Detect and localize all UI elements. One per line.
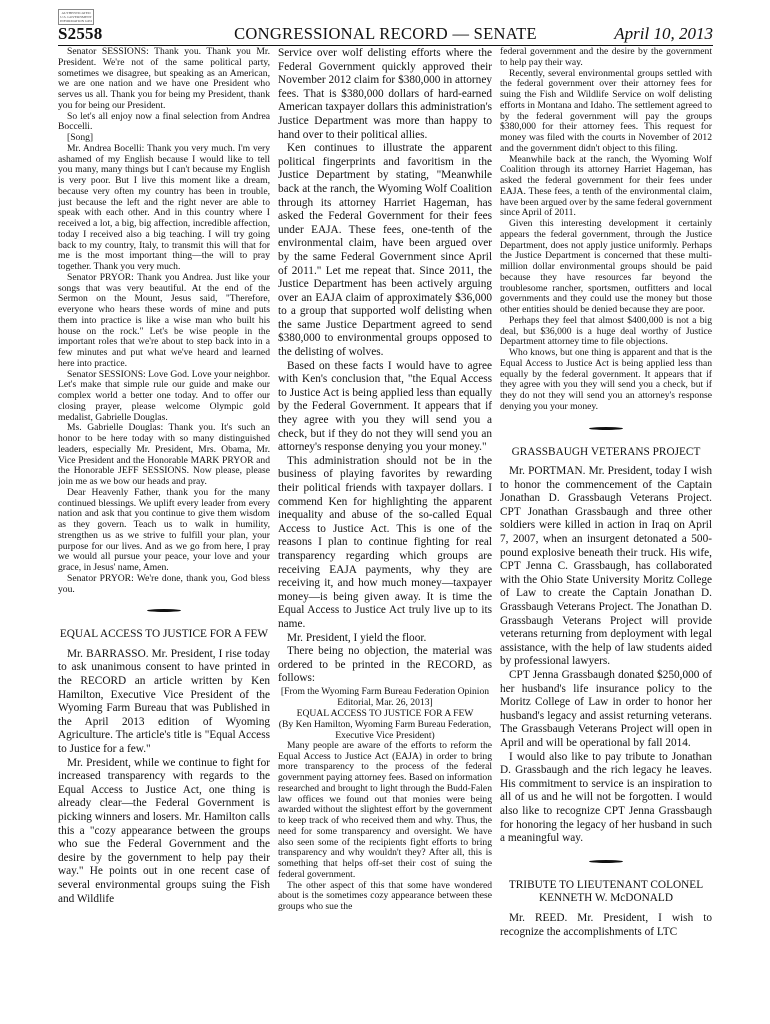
article-source: [From the Wyoming Farm Bureau Federation Opinion Editorial, Mar. 26, 2013] [280, 685, 490, 708]
publication-date: April 10, 2013 [614, 24, 713, 43]
section-heading: TRIBUTE TO LIEUTENANT COLONEL KENNETH W. McDONALD [508, 878, 704, 905]
paragraph: Mr. BARRASSO. Mr. President, I rise today to ask unanimous consent to have printed in the RECORD an article written by Ken Hamilton, Executive Vice President of the Wyoming Farm Bureau that was Published in the April 2013 edition of Wyoming Agriculture. The article's title is "Equal Access to Justice for a few." [58, 647, 270, 755]
column-3 [500, 47, 712, 1022]
barrasso-statement [58, 648, 270, 906]
paragraph: Meanwhile back at the ranch, the Wyoming Wolf Coalition through its attorney Harriet Hageman, has asked the federal government for their fees under EAJA. These fees, a tenth of the environmental claim, have been argued over by the same federal government since April of 2011. [500, 153, 712, 219]
page-header [58, 24, 713, 46]
paragraph: Mr. Andrea Bocelli: Thank you very much. I'm very ashamed of my English because I would like to tell you many, many things but I can't because my English is very poor. But I live this moment like a dream, because very often my country has been in trouble, just because the left and the right never are able to speak with each other. And in this country where I received a lot, a big, big affection, incredible affection, today I received also a big teaching. I will try going back to my country, Italy, to transmit this will that for me is the most important thing—the will to pray together. Thank you very much. [58, 142, 270, 272]
paragraph: Recently, several environmental groups settled with the federal government over their attorney fees for suing the Fish and Wildlife Service on wolf delisting efforts in Montana and Idaho. The settlement agreed to by the federal government will pay the groups $380,000 for their attorney fees. This request for money was filed with the courts in November of 2012 and the government didn't object to this filing. [500, 67, 712, 154]
paragraph: This administration should not be in the business of playing favorites by rewarding their political friends with taxpayer dollars. I commend Ken for highlighting the apparent inequality and abuse of the so-called Equal Access to Justice Act. This is one of the reasons I plan to continue fighting for real transparency regarding which groups are receiving EAJA payments, why they are receiving it, and how much money—taxpayer money—is being given away. It is time the Equal Access to Justice Act truly live up to its name. [278, 454, 492, 630]
paragraph: federal government and the desire by the government to help pay their way. [500, 47, 712, 68]
publication-title: CONGRESSIONAL RECORD — SENATE [234, 24, 537, 43]
paragraph: Service over wolf delisting efforts where the Federal Government quickly approved their November 2012 claim for $380,000 in attorney fees. That is $380,000 dollars of hard-earned American taxpayer dollars this administration's Justice Department was more than happy to hand over to their political allies. [278, 47, 492, 141]
reed-statement [500, 912, 712, 939]
section-heading: GRASSBAUGH VETERANS PROJECT [511, 445, 701, 458]
paragraph: Dear Heavenly Father, thank you for the many continued blessings. We uplift every leader from every nation and ask that you continue to give them wisdom as they govern. Teach us to walk in humility, strengthen us as we strive to fulfill your plan, your purpose for our lives. And as we go from here, I pray we would all pursue your peace, your love and your grace, in Jesus' name, Amen. [58, 486, 270, 573]
section-separator [147, 609, 181, 612]
paragraph: Mr. PORTMAN. Mr. President, today I wish to honor the commencement of the Captain Jonathan D. Grassbaugh Veterans Project. CPT Jonathan Grassbaugh and three other soldiers were killed in action in Iraq on April 7, 2007, when an insurgent detonated a 500-pound explosive beneath their truck. His wife, CPT Jenna C. Grassbaugh, has collaborated with the Ohio State University Moritz College of Law to create the Captain Jonathan D. Grassbaugh Veterans Project. The Jonathan D. Grassbaugh Veterans Project will provide veterans returning from deployment with legal assistance, with the help of law students aided by professional lawyers. [500, 465, 712, 668]
paragraph: CPT Jenna Grassbaugh donated $250,000 of her husband's life insurance policy to the Moritz College of Law in order to honor her husband's legacy and assist returning veterans. The Grassbaugh Veterans Project will open in April and will be operational by fall 2014. [500, 669, 712, 749]
barrasso-statement-continued [278, 47, 492, 686]
paragraph: Given this interesting development it certainly appears the federal government, through the Justice Department, does not apply justice uniformly. Perhaps the Justice Department is concerned that these multi-million dollar environmental groups should be paid because they have resources far beyond the troublesome rancher, sportsmen, outfitters and local governments and they could use the money but those other entities should be denied because they are poor. [500, 218, 712, 315]
prayer-breakfast-transcript [58, 47, 270, 595]
paragraph: Mr. President, I yield the floor. [287, 631, 427, 644]
paragraph: So let's all enjoy now a final selection from Andrea Boccelli. [58, 110, 270, 133]
article-body [278, 741, 492, 913]
paragraph: Senator PRYOR: Thank you Andrea. Just like your songs that was very beautiful. At the end of the Sermon on the Mount, Jesus said, "Therefore, everyone who hears these words of mine and puts them into practice is like a wise man who built his house on the rock." Let's be wise people in the important roles that we're about to step back into in a few minutes and put what we've heard and learned here into practice. [58, 271, 270, 369]
paragraph: Who knows, but one thing is apparent and that is the Equal Access to Justice Act is being applied less than equally by the federal government. It appears that if they agree with you they will send you a check, but if they do not they will send you an attorney's response denying you your money. [500, 347, 712, 412]
article-byline: (By Ken Hamilton, Wyoming Farm Bureau Federation, Executive Vice President) [278, 718, 492, 741]
article-title: EQUAL ACCESS TO JUSTICE FOR A FEW [296, 707, 474, 719]
paragraph: Ken continues to illustrate the apparent political fingerprints and favoritism in the Justice Department by stating, "Meanwhile back at the ranch, the Wyoming Wolf Coalition through its attorney Harriet Hageman, has asked the Federal Government for their fees under EAJA. These fees, one-tenth of the environmental claim, have been argued over by the same Federal Government since April of 2011." Let me repeat that. Since 2011, the Justice Department has been actively arguing over an EAJA claim of approximately $36,000 to a group that supported wolf delisting when the same Justice Department agreed to send $380,000 to environmental groups opposed to the delisting of wolves. [278, 142, 492, 359]
column-1 [58, 47, 270, 1022]
paragraph: Senator SESSIONS: Thank you. Thank you Mr. President. We're not of the same political party, sometimes we disagree, but speaking as an American, we are one nation and we have one President who serves us all. Thank you for being my President, thank you for being our President. [58, 47, 270, 111]
paragraph: I would also like to pay tribute to Jonathan D. Grassbaugh and the rich legacy he leaves. His commitment to service is an inspiration to all of us and he will not be forgotten. I would also like to recognize CPT Jenna Grassbaugh for honoring the legacy of her husband in such a meaningful way. [500, 750, 712, 845]
paragraph: Perhaps they feel that almost $400,000 is not a big deal, but $36,000 is a huge deal worthy of Justice Department attorney time to file objections. [500, 314, 712, 348]
paragraph: The other aspect of this that some have wondered about is the sometimes cozy appearance between these groups who sue the [278, 879, 492, 913]
portman-statement [500, 465, 712, 846]
page-number: S2558 [58, 24, 103, 43]
section-heading: EQUAL ACCESS TO JUSTICE FOR A FEW [59, 628, 269, 641]
header-rule [58, 45, 713, 46]
paragraph: Senator SESSIONS: Love God. Love your neighbor. Let's make that simple rule our guide and make our complex world a better one today. And to offer our closing prayer, please welcome Olympic gold medalist, Gabrielle Douglas. [58, 368, 270, 423]
paragraph: [Song] [67, 132, 94, 143]
section-separator [589, 427, 623, 430]
paragraph: Many people are aware of the efforts to reform the Equal Access to Justice Act (EAJA) in order to bring more transparency to the process of the federal government paying attorney fees. Based on information researched and brought to light through the Budd-Falen law offices we found out that monies were being awarded without the slightest effort by the government to keep track of who received them and why. Thus, the need for some transparency and oversight. We have also seen some of the recipients fight efforts to bring transparency and why wouldn't they? After all, this is something that helps off-set their cost of suing the federal government. [278, 739, 492, 880]
paragraph: Mr. REED. Mr. President, I wish to recognize the accomplishments of LTC [500, 911, 712, 938]
paragraph: There being no objection, the material was ordered to be printed in the RECORD, as follows: [278, 645, 492, 685]
section-separator [589, 860, 623, 863]
paragraph: Based on these facts I would have to agree with Ken's conclusion that, "the Equal Access to Justice Act is being applied less than equally by the Federal Government. It appears that if they agree with you they will send you a check, but if they do not they will send you an attorney's response denying you your money." [278, 359, 492, 454]
column-2 [278, 47, 492, 1022]
article-body-continued [500, 47, 712, 413]
gpo-authentication-logo: AUTHENTICATED U.S. GOVERNMENT INFORMATION GPO [60, 11, 92, 23]
paragraph: Mr. President, while we continue to fight for increased transparency with regards to the Equal Access to Justice Act, one thing is already clear—the Federal Government is picking winners and losers. Mr. Hamilton calls this a "cozy appearance between the groups who sue the Federal Government and the desire by the government to help pay their way." He points out in one recent case of several environmental groups suing the Fish and Wildlife [58, 756, 270, 905]
paragraph: Senator PRYOR: We're done, thank you, God bless you. [58, 572, 270, 595]
paragraph: Ms. Gabrielle Douglas: Thank you. It's such an honor to be here today with so many distinguished leaders, especially Mr. President, Mrs. Obama, Mr. Vice President and the Honorable MARK PRYOR and the Honorable JEFF SESSIONS. Now please, please join me as we bow our heads and pray. [58, 422, 270, 487]
